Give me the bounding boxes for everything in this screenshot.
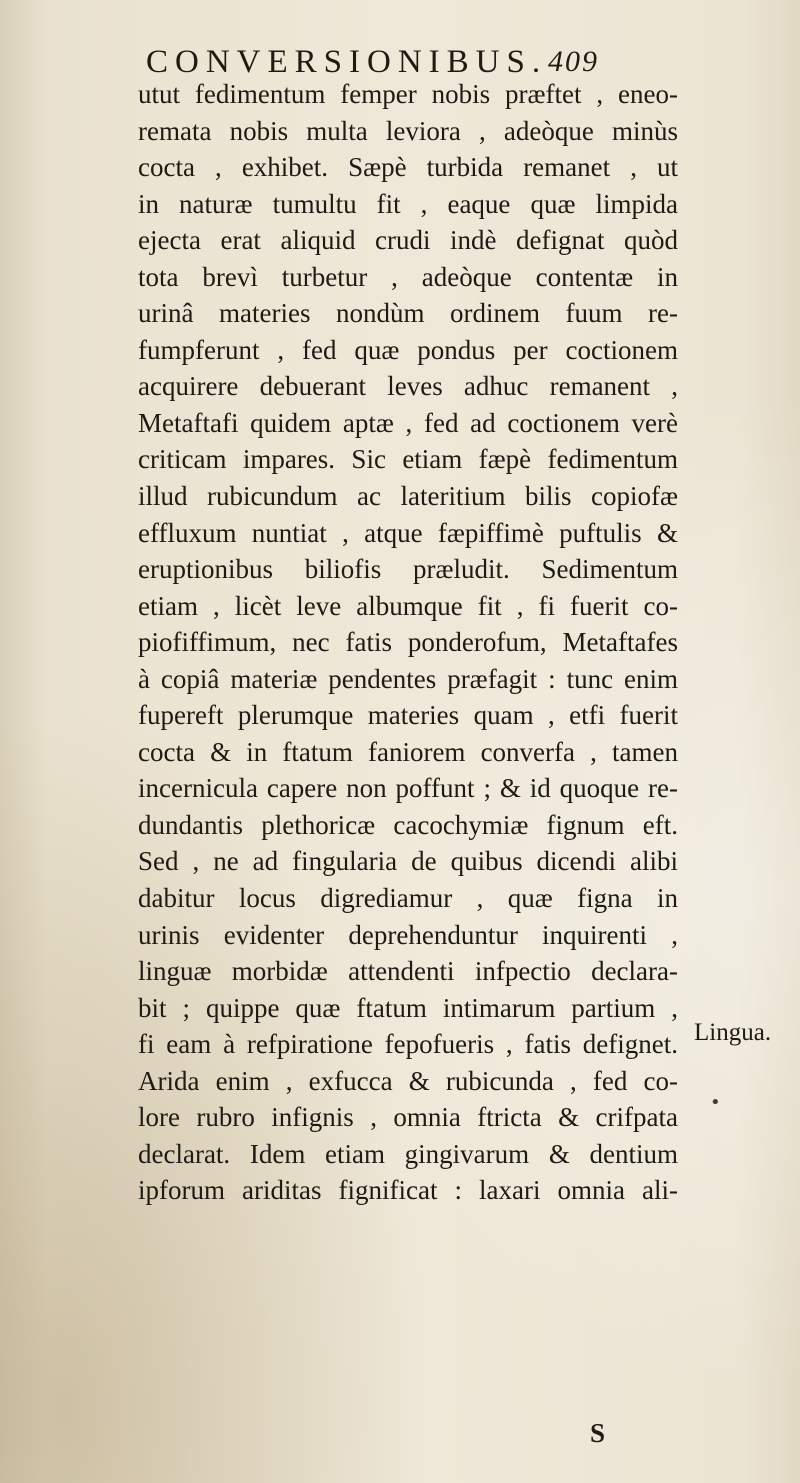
text-line: cocta , exhibet. Sæpè turbida remanet , ut — [138, 152, 678, 183]
text-line: effluxum nuntiat , atque fæpiffimè puftulis & — [138, 517, 678, 548]
text-line: remata nobis multa leviora , adeòque minùs — [138, 115, 678, 146]
text-line: utut fedimentum femper nobis præftet , eneo- — [138, 79, 678, 109]
body-text — [138, 76, 678, 1209]
text-line: Arida enim , exfucca & rubicunda , fed co- — [138, 1065, 678, 1096]
text-line: cocta & in ftatum faniorem converfa , tamen — [138, 736, 678, 767]
text-line: tota brevì turbetur , adeòque contentæ in — [138, 261, 678, 292]
text-line: criticam impares. Sic etiam fæpè fedimentum — [138, 444, 678, 475]
catchword: S — [590, 1418, 606, 1448]
page-number: 409 — [548, 45, 599, 78]
text-line: fupereft plerumque materies quam , etfi fuerit — [138, 700, 678, 731]
text-line: linguæ morbidæ attendenti infpectio declara- — [138, 956, 678, 987]
text-line: illud rubicundum ac lateritium bilis copiofæ — [138, 481, 678, 512]
text-line: acquirere debuerant leves adhuc remanent , — [138, 371, 678, 402]
text-line: declarat. Idem etiam gingivarum & dentium — [138, 1138, 678, 1169]
text-line: eruptionibus biliofis præludit. Sedimentum — [138, 554, 678, 585]
text-line: lore rubro infignis , omnia ftricta & crifpata — [138, 1102, 678, 1133]
text-line: Sed , ne ad fingularia de quibus dicendi alibi — [138, 846, 678, 877]
text-line: fi eam à refpiratione fepofueris , fatis defignet. — [138, 1029, 678, 1060]
text-line: ipforum ariditas fignificat : laxari omnia ali- — [138, 1175, 678, 1206]
running-title: CONVERSIONIBUS. — [146, 44, 548, 80]
text-line: ejecta erat aliquid crudi indè defignat quòd — [138, 225, 678, 256]
text-line: bit ; quippe quæ ftatum intimarum partium , — [138, 992, 678, 1023]
text-line: fumpferunt , fed quæ pondus per coctionem — [138, 334, 678, 365]
text-line: urinis evidenter deprehenduntur inquirenti , — [138, 919, 678, 950]
text-line: Metaftafi quidem aptæ , fed ad coctionem verè — [138, 407, 678, 438]
text-line: dabitur locus digrediamur , quæ figna in — [138, 883, 678, 914]
text-line: in naturæ tumultu fit , eaque quæ limpida — [138, 188, 678, 219]
text-line: à copiâ materiæ pendentes præfagit : tunc enim — [138, 663, 678, 694]
text-line: urinâ materies nondùm ordinem fuum re- — [138, 298, 678, 329]
margin-mark: • — [710, 1092, 721, 1113]
text-line: dundantis plethoricæ cacochymiæ fignum eft. — [138, 809, 678, 840]
text-line: piofiffimum, nec fatis ponderofum, Metaftafes — [138, 627, 678, 658]
margin-note: Lingua. — [694, 1019, 772, 1046]
text-line: etiam , licèt leve albumque fit , fi fuerit co- — [138, 590, 678, 621]
text-line: incernicula capere non poffunt ; & id quoque re- — [138, 773, 678, 804]
